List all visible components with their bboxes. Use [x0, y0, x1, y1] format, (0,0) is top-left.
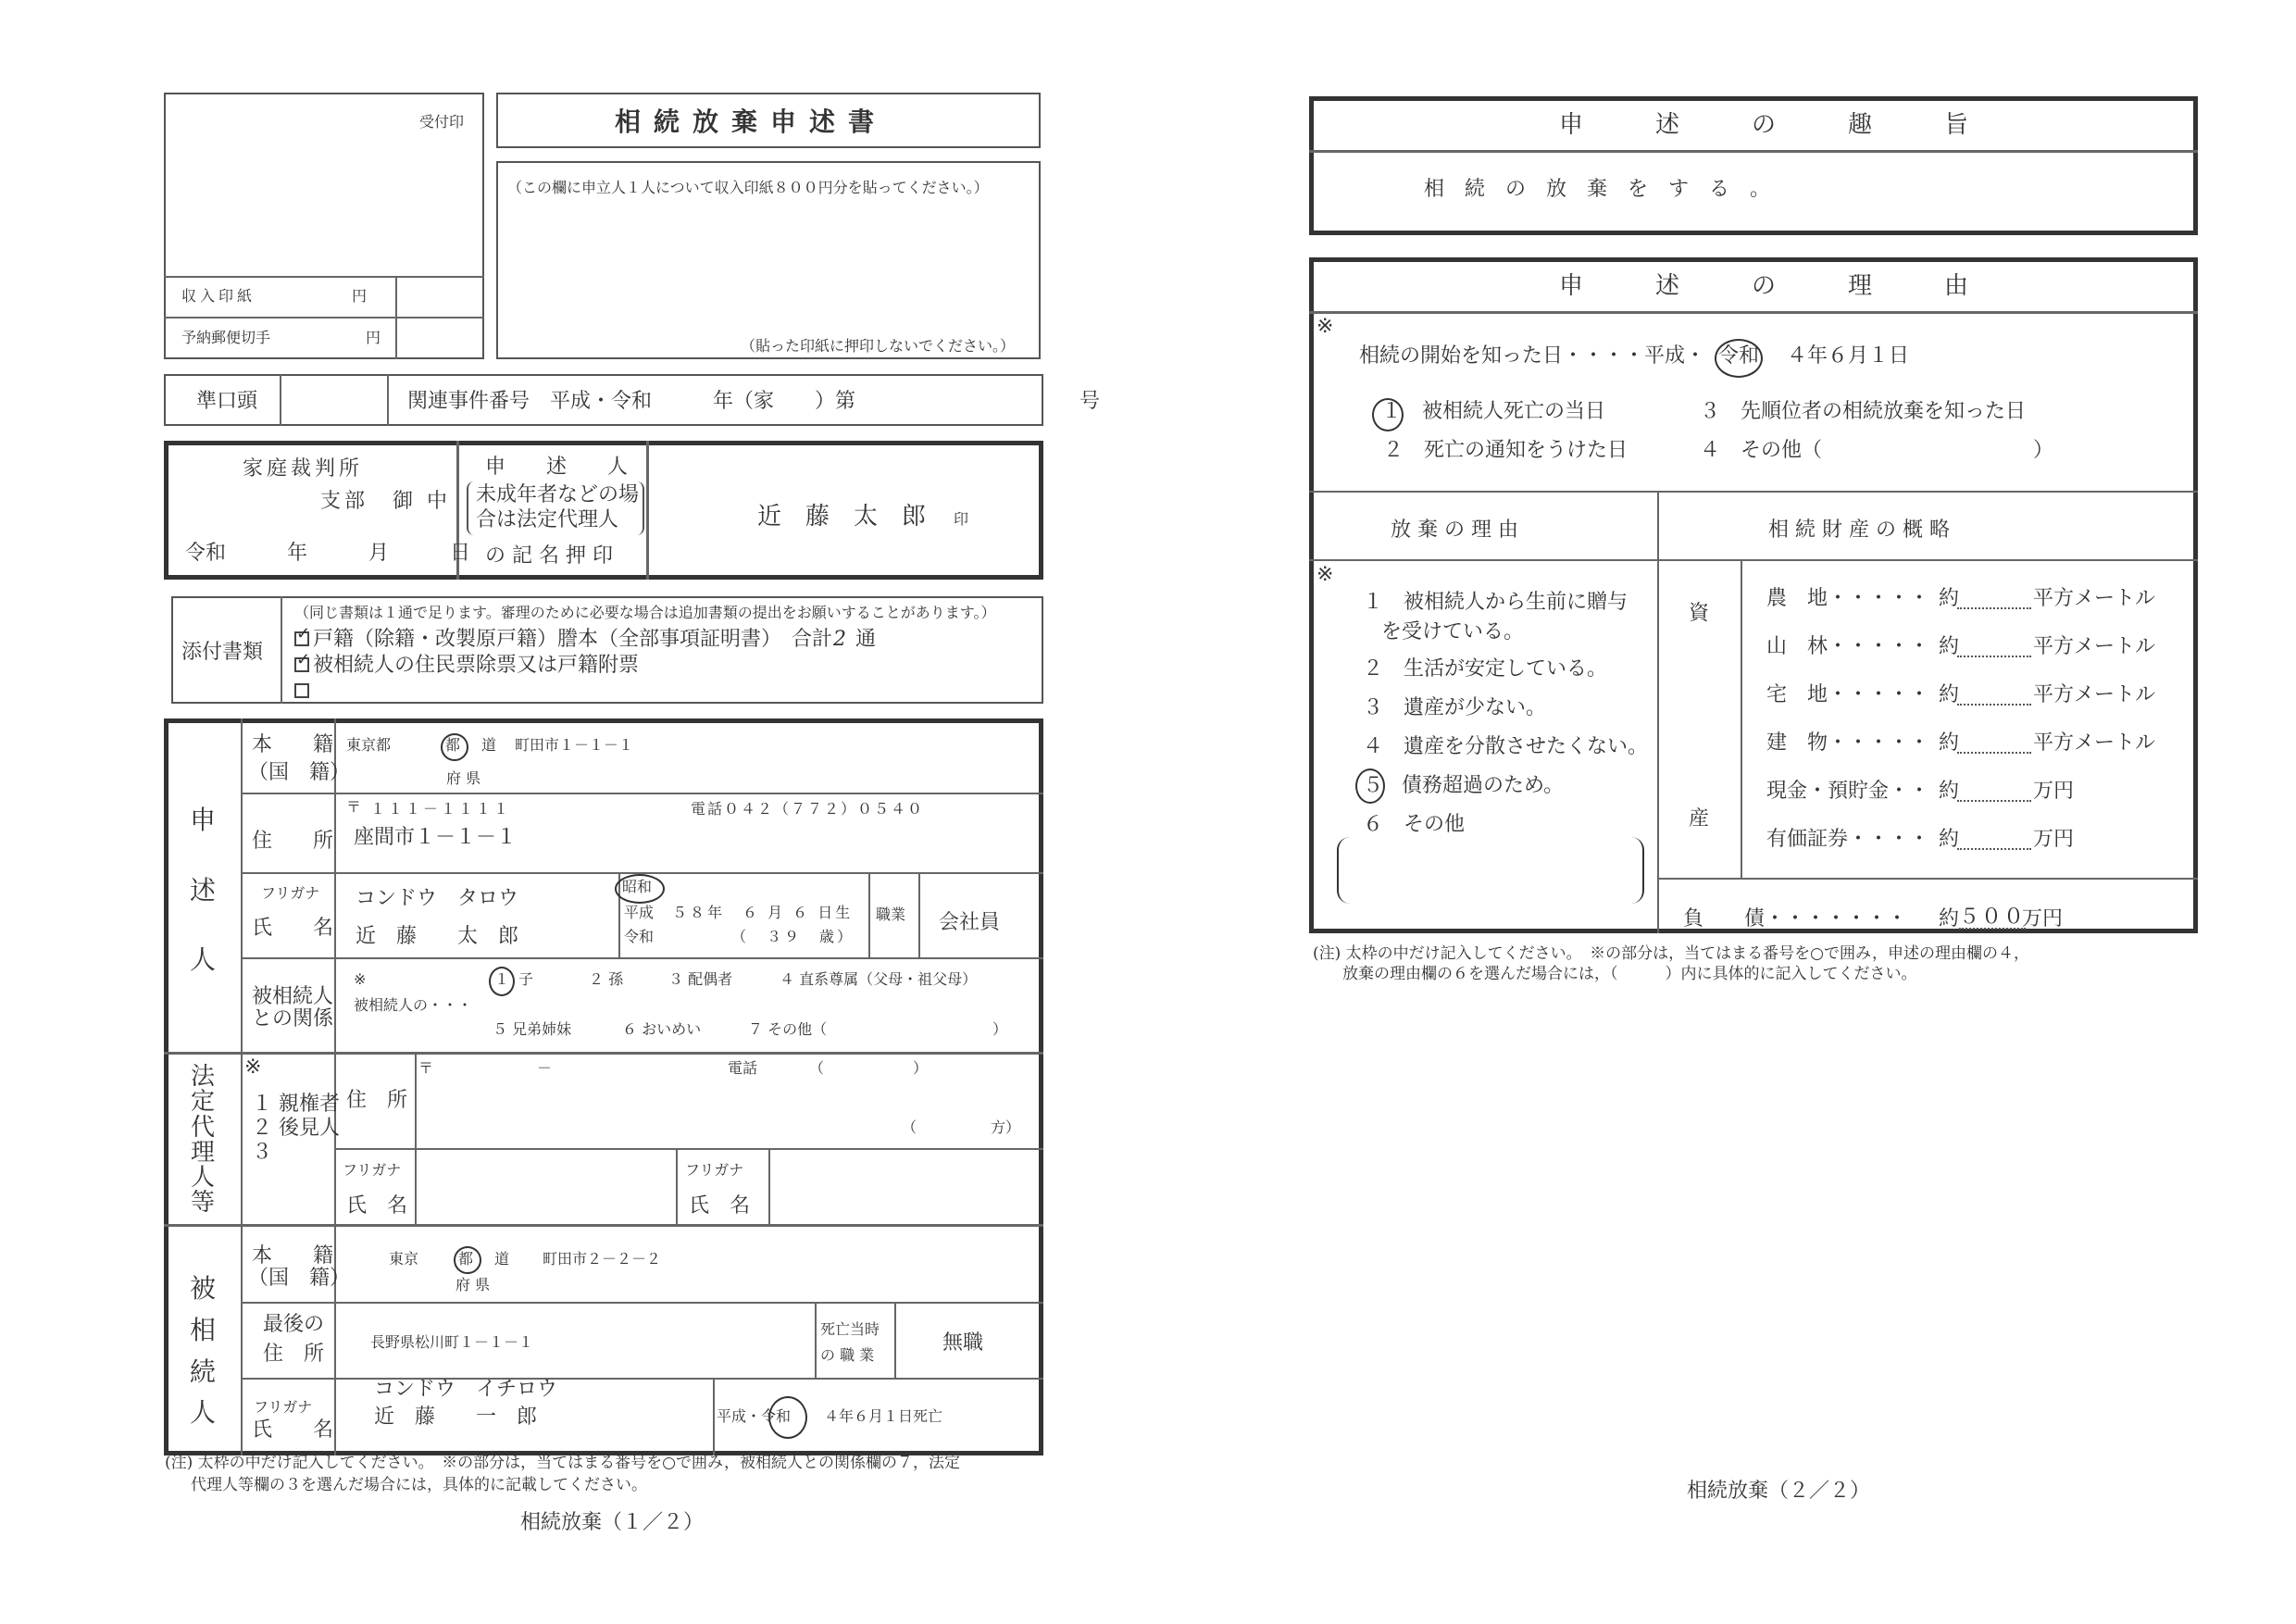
land-res-blank[interactable]	[1957, 683, 2031, 706]
rel-opt1-text: 子	[518, 970, 534, 988]
dec-fu-ken: 府 県	[455, 1276, 491, 1293]
attach-note: （同じ書類は１通で足ります。審理のために必要な場合は追加書類の提出をお願いすることがあります。）	[294, 604, 996, 621]
asset-label-2: 産	[1689, 807, 1710, 831]
debt-label: 負 債・・・・・・・	[1683, 907, 1908, 931]
reason-1a: １ 被相続人から生前に贈与	[1363, 591, 1628, 614]
rel-opt6: ６ おいめい	[622, 1020, 702, 1038]
building-approx: 約	[1939, 731, 1960, 755]
land-farm-blank[interactable]	[1957, 587, 2031, 609]
dec-furigana-label: フリガナ	[254, 1398, 313, 1416]
legal-kata: （ 方）	[902, 1118, 1021, 1136]
cash-unit: 万円	[2033, 780, 2075, 803]
pet-furigana: コンドウ タロウ	[356, 887, 519, 910]
reason-header: 申 述 の 理 由	[1559, 272, 1969, 300]
pet-postal: １１１－１１１１	[370, 800, 512, 818]
know2: ２ 死亡の通知をうけた日	[1383, 439, 1628, 462]
pet-address-label: 住 所	[252, 830, 334, 853]
reason-5-text: 債務超過のため。	[1402, 774, 1565, 797]
reason-asterisk: ※	[1316, 315, 1334, 338]
start-reiwa: 令和	[1718, 344, 1760, 368]
occupation-label: 職業	[876, 906, 906, 923]
dec-occupation: 無職	[942, 1331, 984, 1355]
attach-checkbox-3[interactable]	[294, 683, 309, 698]
rel-opt7-close: ）	[992, 1020, 1008, 1038]
land-forest: 山 林・・・・・	[1766, 635, 1930, 658]
petitioner-signature: 近 藤 太 郎	[757, 503, 927, 531]
building: 建 物・・・・・	[1766, 731, 1930, 755]
dec-reiwa-circle	[768, 1396, 807, 1439]
era-reiwa: 令和	[624, 928, 655, 945]
pet-name-label: 氏 名	[252, 917, 334, 940]
rel-opt3: ３ 配偶者	[668, 970, 733, 988]
pet-birth: ５８年 ６ 月 ６ 日生	[672, 904, 854, 921]
renounce-asterisk: ※	[1316, 563, 1334, 586]
legal-opt2: ２ 後見人	[252, 1117, 340, 1140]
know1: １	[1381, 400, 1403, 423]
land-res-approx: 約	[1939, 683, 1960, 706]
attach-label: 添付書類	[181, 641, 264, 664]
page2-number: 相続放棄（２／２）	[1687, 1480, 1871, 1503]
legal-name-label-1: 氏 名	[346, 1194, 408, 1218]
cash-approx: 約	[1939, 780, 1960, 803]
debt-approx: 約	[1939, 907, 1960, 931]
minor-note-2: 合は法定代理人	[476, 508, 619, 531]
page1-number: 相続放棄（１／２）	[520, 1511, 705, 1534]
revenue-stamp-yen: 円	[352, 287, 368, 305]
relation-asterisk: ※	[354, 970, 367, 988]
relation-label-1: 被相続人	[252, 985, 334, 1008]
oral-label: 準口頭	[196, 390, 258, 413]
securities-unit: 万円	[2033, 828, 2075, 851]
dec-name: 近 藤 一 郎	[374, 1405, 538, 1429]
legal-furigana-label-2: フリガナ	[685, 1161, 744, 1179]
page1-note-1: (注) 太枠の中だけ記入してください。 ※の部分は，当てはまる番号を○で囲み，被相続人との関係欄の７，法定	[165, 1454, 961, 1472]
cash: 現金・預貯金・・	[1766, 780, 1930, 803]
pet-postal-mark: 〒	[346, 798, 362, 816]
attach-item-2: 被相続人の住民票除票又は戸籍附票	[313, 654, 640, 677]
receipt-stamp-label: 受付印	[419, 113, 465, 131]
pet-name: 近 藤 太 郎	[356, 925, 519, 948]
legal-name-label-2: 氏 名	[689, 1194, 751, 1218]
dec-honseki-addr: 町田市２－２－２	[543, 1250, 662, 1268]
postage-label: 予納郵便切手	[181, 329, 271, 346]
legal-furigana-label-1: フリガナ	[343, 1161, 402, 1179]
reason-3: ３ 遺産が少ない。	[1363, 696, 1547, 719]
land-farm: 農 地・・・・・	[1766, 587, 1930, 610]
estate-header: 相 続 財 産 の 概 略	[1768, 518, 1950, 542]
reason-6-bracket	[1337, 837, 1644, 904]
last-address-label-1: 最後の	[263, 1313, 325, 1336]
start-date: ４年６月１日	[1787, 344, 1910, 368]
revenue-stamp-label: 収入印紙	[181, 287, 256, 305]
legal-asterisk: ※	[244, 1056, 262, 1079]
reason-5: ５	[1363, 774, 1384, 797]
petitioner-header: 申 述 人	[485, 456, 629, 479]
know4: ４ その他（	[1700, 439, 1823, 462]
land-farm-unit: 平方メートル	[2033, 587, 2156, 610]
dec-honseki-pref: 東京	[389, 1250, 419, 1268]
court-name: 家庭裁判所	[243, 457, 364, 481]
land-res-unit: 平方メートル	[2033, 683, 2156, 706]
court-branch: 支部 御 中	[320, 490, 451, 513]
debt-value: ５００	[1959, 906, 2027, 929]
minor-note-1: 未成年者などの場	[476, 483, 640, 506]
relation-label-2: との関係	[252, 1007, 334, 1031]
start-known: 相続の開始を知った日・・・・平成・	[1359, 344, 1706, 368]
death-occ-label-1: 死亡当時	[820, 1320, 880, 1338]
page2-note-2: 放棄の理由欄の６を選んだ場合には，（ ）内に具体的に記入してください。	[1342, 965, 1917, 983]
legal-phone: 電話 （ ）	[728, 1059, 929, 1077]
rel-opt1: １	[494, 970, 510, 988]
filing-date: 令和 年 月 日	[185, 542, 471, 565]
asset-label-1: 資	[1689, 602, 1710, 625]
reason-1b: を受けている。	[1381, 620, 1525, 643]
securities-approx: 約	[1939, 828, 1960, 851]
land-forest-blank[interactable]	[1957, 635, 2031, 657]
section-legal: 法 定 代 理 人 等	[190, 1063, 215, 1218]
land-res: 宅 地・・・・・	[1766, 683, 1930, 706]
land-forest-unit: 平方メートル	[2033, 635, 2156, 658]
reason-4: ４ 遺産を分散させたくない。	[1363, 735, 1649, 758]
pet-fu-ken: 府 県	[446, 769, 481, 787]
legal-opt1: １ 親権者	[252, 1093, 340, 1116]
securities: 有価証券・・・・	[1766, 828, 1930, 851]
know1-text: 被相続人死亡の当日	[1422, 400, 1606, 423]
legal-opt3: ３	[252, 1141, 273, 1164]
dec-to-char: 都	[458, 1250, 474, 1268]
pet-to-char: 都	[445, 736, 461, 754]
legal-postal: 〒 －	[418, 1059, 553, 1077]
check-mark-2: ✓	[296, 650, 311, 669]
dec-death-date: ４年６月１日死亡	[824, 1407, 943, 1425]
pet-kokuseki-label: （国 籍）	[248, 761, 351, 784]
section-decedent: 被 相 続 人	[189, 1273, 216, 1429]
purpose-text: 相 続 の 放 棄 を す る 。	[1424, 178, 1771, 201]
stamp-note: （この欄に申立人１人について収入印紙８００円分を貼ってください。）	[507, 179, 989, 196]
reason-6: ６ その他	[1363, 813, 1466, 836]
know4-close: ）	[2033, 439, 2054, 462]
seal-label: の 記 名 押 印	[485, 544, 613, 568]
know3: ３ 先順位者の相続放棄を知った日	[1700, 400, 2027, 423]
dec-kokuseki-label: （国 籍）	[248, 1267, 351, 1290]
cash-blank[interactable]	[1957, 780, 2031, 802]
pet-occupation: 会社員	[939, 911, 1001, 934]
page2-note-1: (注) 太枠の中だけ記入してください。 ※の部分は，当てはまる番号を○で囲み，申述の理由欄の４，	[1313, 944, 2030, 963]
securities-blank[interactable]	[1957, 828, 2031, 850]
renounce-reason-header: 放 棄 の 理 由	[1391, 518, 1518, 542]
check-mark-1: ✓	[296, 624, 311, 643]
no-stamp-note: （貼った印紙に押印しないでください。）	[741, 337, 1016, 355]
rel-opt4: ４ 直系尊属（父母・祖父母）	[780, 970, 978, 988]
page1-note-2: 代理人等欄の３を選んだ場合には，具体的に記載してください。	[191, 1476, 647, 1494]
rel-opt2: ２ 孫	[589, 970, 624, 988]
building-blank[interactable]	[1957, 731, 2031, 754]
reason-2: ２ 生活が安定している。	[1363, 657, 1608, 681]
death-occ-label-2: の 職 業	[820, 1346, 875, 1364]
pet-phone: 電話０４２（７７２）０５４０	[691, 800, 925, 818]
attach-unit: 通	[855, 628, 877, 651]
attach-item-1: 戸籍（除籍・改製原戸籍）謄本（全部事項証明書） 合計	[313, 628, 833, 651]
era-showa: 昭和	[622, 878, 653, 895]
dec-death-era: 平成・令和	[717, 1407, 792, 1425]
dec-honseki-label: 本 籍	[252, 1244, 334, 1268]
land-farm-approx: 約	[1939, 587, 1960, 610]
legal-address-label: 住 所	[346, 1089, 408, 1112]
building-unit: 平方メートル	[2033, 731, 2156, 755]
attach-count: 2	[833, 628, 846, 651]
pet-honseki-label: 本 籍	[252, 733, 334, 756]
dec-address: 長野県松川町１－１－１	[370, 1333, 534, 1351]
debt-unit: 万円	[2022, 907, 2064, 931]
land-forest-approx: 約	[1939, 635, 1960, 658]
pet-age: （ ３９ 歳）	[731, 928, 855, 945]
rel-prefix: 被相続人の・・・	[354, 996, 473, 1014]
dec-name-label: 氏 名	[252, 1418, 334, 1442]
rel-opt7: ７ その他（	[748, 1020, 828, 1038]
last-address-label-2: 住 所	[263, 1343, 325, 1366]
section-petitioner: 申 述 人	[189, 805, 216, 976]
seal-mark: 印	[954, 510, 969, 528]
pet-honseki-addr: 町田市１－１－１	[515, 736, 634, 754]
related-case-number: 関連事件番号 平成・令和 年（家 ）第 号	[407, 390, 1101, 413]
pet-address: 座間市１－１－１	[354, 826, 518, 849]
dec-do-char: 道	[494, 1250, 510, 1268]
dec-furigana: コンドウ イチロウ	[374, 1378, 558, 1401]
page-title: 相続放棄申述書	[615, 106, 888, 137]
era-heisei: 平成	[624, 904, 655, 921]
postage-yen: 円	[366, 329, 381, 346]
receipt-stamp-box	[164, 93, 484, 359]
pet-do-char: 道	[481, 736, 497, 754]
rel-opt5: ５ 兄弟姉妹	[493, 1020, 572, 1038]
pet-furigana-label: フリガナ	[261, 884, 320, 902]
purpose-header: 申 述 の 趣 旨	[1559, 111, 1969, 139]
pet-honseki-pref: 東京都	[346, 736, 392, 754]
